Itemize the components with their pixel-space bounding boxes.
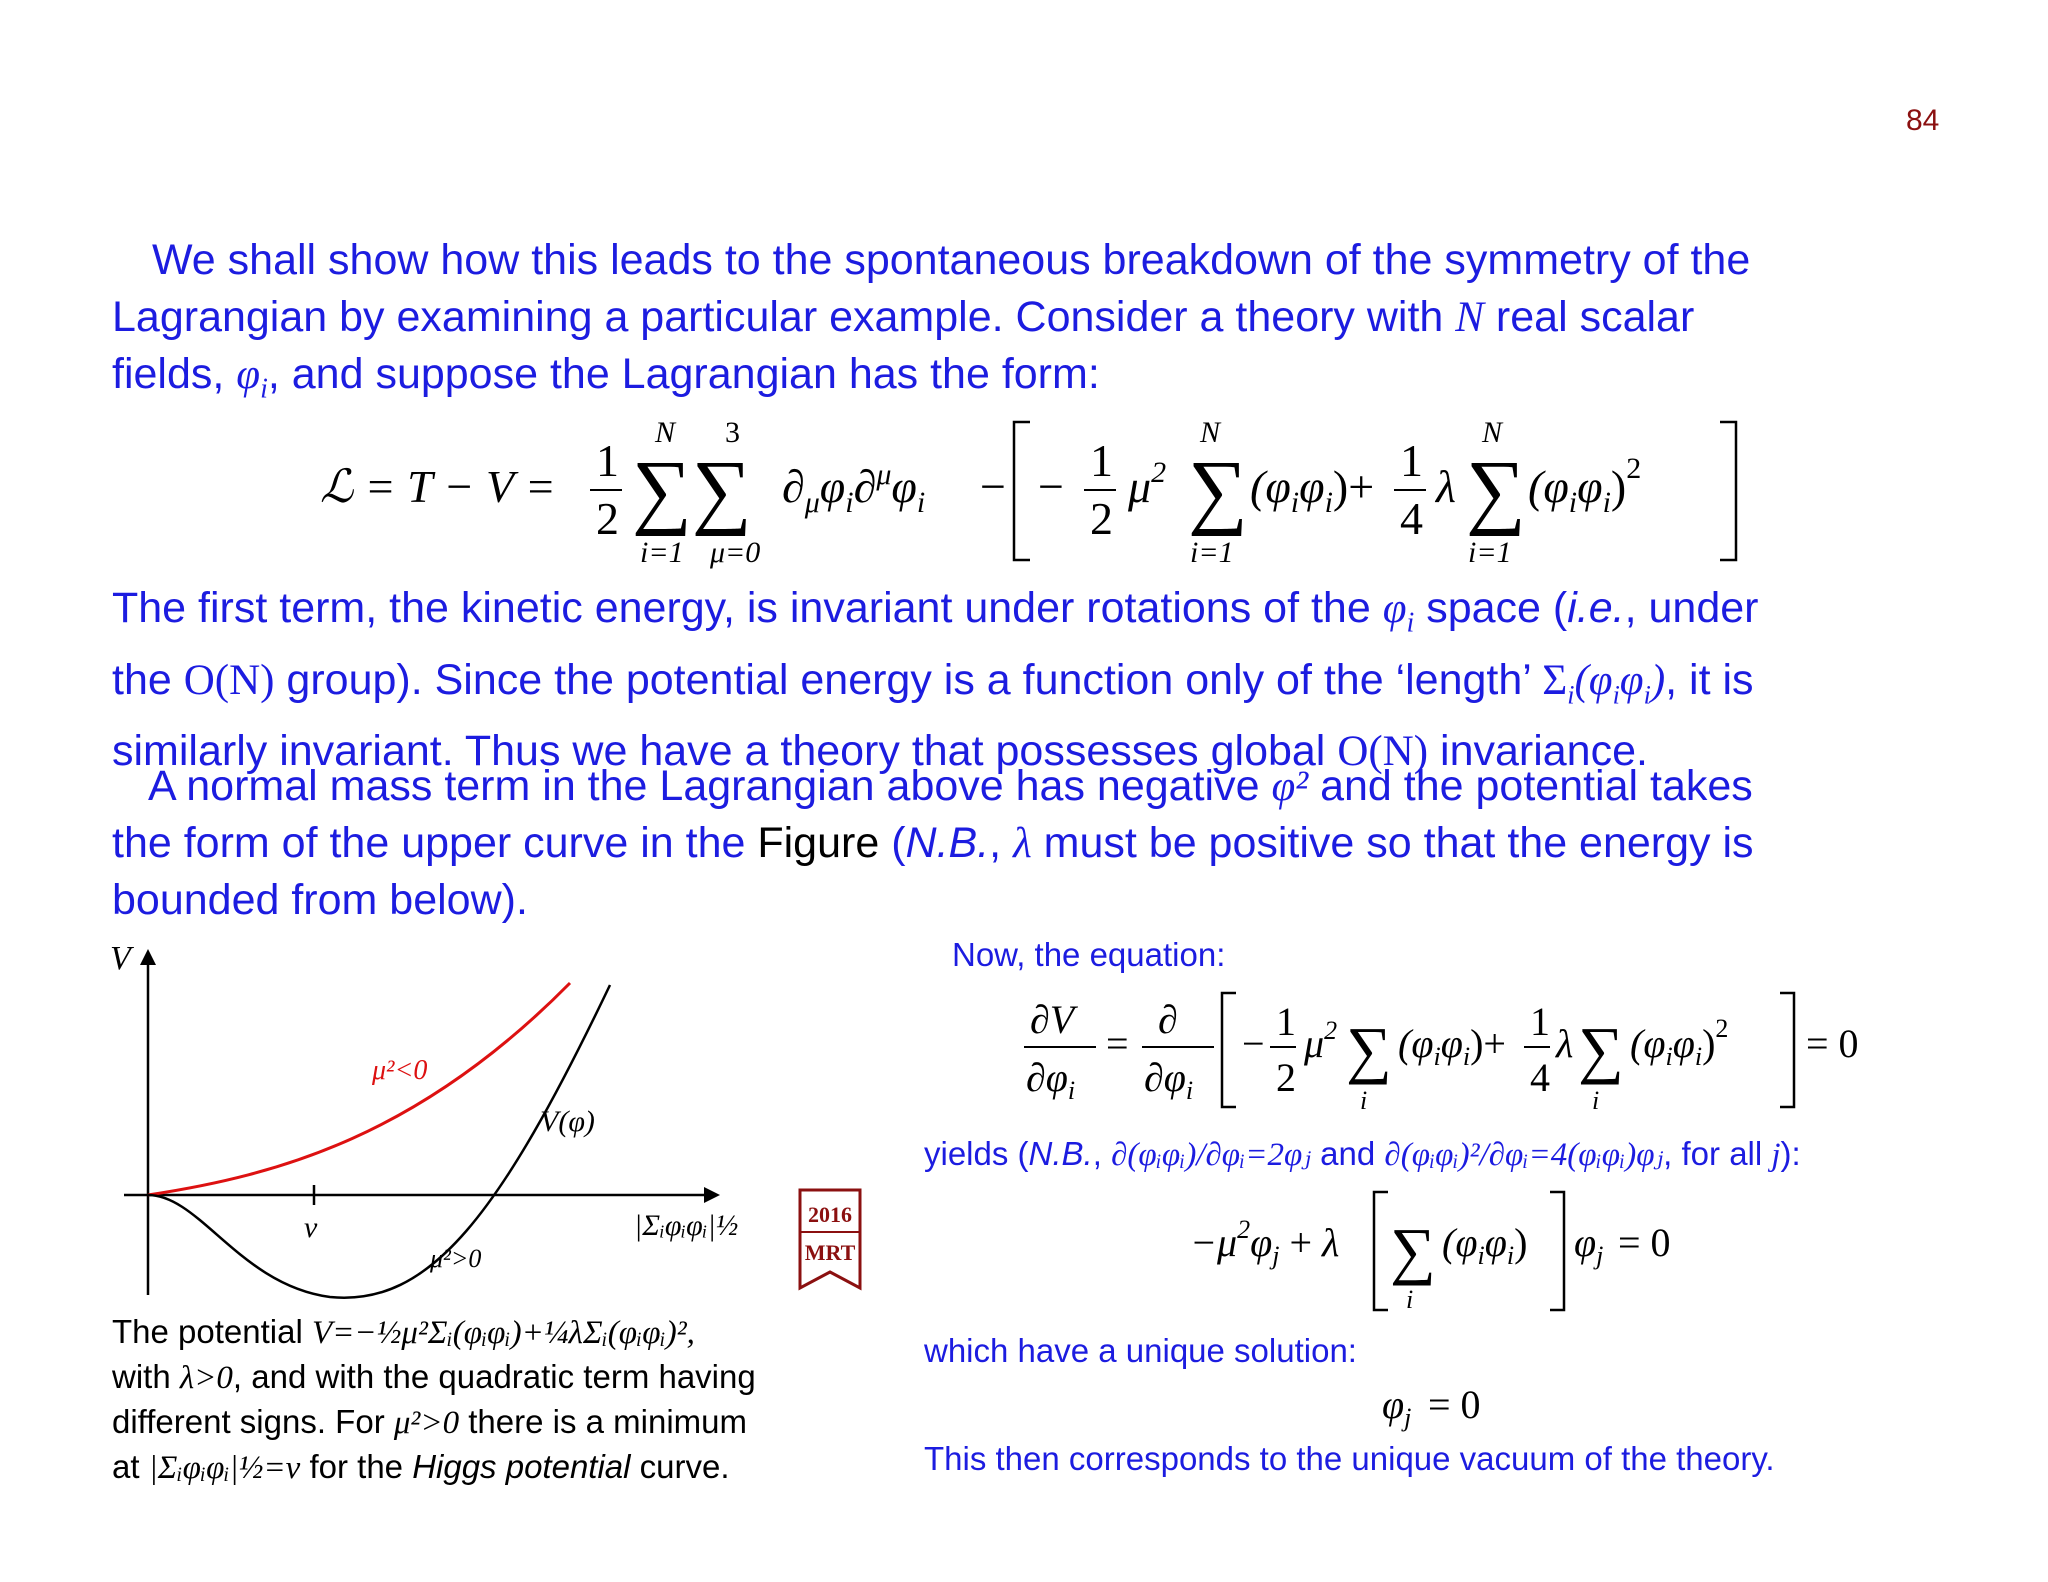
svg-text:∑: ∑	[1578, 1014, 1624, 1085]
svg-text:N: N	[1482, 416, 1503, 449]
svg-text:∑: ∑	[1466, 444, 1526, 537]
svg-text:∑: ∑	[1346, 1014, 1392, 1085]
svg-text:i: i	[1360, 1086, 1368, 1115]
v-tick-label: v	[304, 1211, 318, 1244]
solution-equation	[1378, 1380, 1518, 1440]
intro-line-2: Lagrangian by examining a particular example. Consider a theory with N real scalar	[112, 293, 1695, 341]
invariance-line-1: The first term, the kinetic energy, is invariant under rotations of the $\varphi_i$ space (i.e., under	[112, 584, 1759, 639]
svg-text:1: 1	[1530, 999, 1550, 1044]
svg-text:(φiφi)2: $(\varphi_i\varphi_i)^2$	[1630, 1014, 1729, 1071]
lagrangian-equation	[320, 410, 1760, 570]
intro-line-3: fields, $\varphi_i$, and suppose the Lagrangian has the form:	[112, 350, 1100, 405]
svg-text:∂: ∂	[1158, 997, 1178, 1042]
potential-figure	[100, 935, 780, 1310]
svg-text:= 0: = 0	[1806, 1021, 1859, 1066]
svg-text:1: 1	[1276, 999, 1296, 1044]
svg-text:−μ2φj + λ: $-\mu^2\varphi_j + \lambda$	[1190, 1215, 1340, 1270]
svg-text:i=1: i=1	[1190, 536, 1234, 569]
svg-text:∂μφi∂μφi: $\partial_\mu\varphi_i\partial^\mu\varphi_i$	[782, 458, 926, 519]
svg-text:∂V: ∂V	[1030, 997, 1075, 1042]
svg-text:2: 2	[1090, 493, 1113, 544]
unique-solution-text: which have a unique solution:	[924, 1332, 1357, 1369]
svg-text:i=1: i=1	[1468, 536, 1512, 569]
svg-text:λ: λ	[1436, 461, 1456, 512]
svg-text:i: i	[1592, 1086, 1600, 1115]
svg-text:−: −	[1242, 1021, 1265, 1066]
svg-text:∂φi: $\partial\varphi_i$	[1026, 1055, 1076, 1105]
vacuum-text: This then corresponds to the unique vacuum of the theory.	[924, 1440, 1775, 1477]
svg-text:(φiφi)+: $(\varphi_i\varphi_i)+$	[1398, 1021, 1506, 1071]
lagrangian-lhs: ℒ = T − V =	[320, 461, 556, 512]
svg-text:= 0: = 0	[1618, 1220, 1671, 1265]
mrt-badge	[798, 1188, 862, 1296]
v-phi-label: V(φ)	[540, 1105, 595, 1138]
badge-year: 2016	[808, 1202, 852, 1227]
mu-positive-label: μ²>0	[430, 1244, 482, 1273]
intro-line-1: We shall show how this leads to the spontaneous breakdown of the symmetry of the	[152, 236, 1751, 284]
svg-text:(φiφi)2: $(\varphi_i\varphi_i)^2$	[1528, 452, 1642, 519]
svg-text:4: 4	[1530, 1055, 1550, 1100]
stationary-equation	[1180, 1186, 1700, 1316]
svg-text:(φiφi): $(\varphi_i\varphi_i)$	[1442, 1220, 1528, 1270]
svg-text:4: 4	[1400, 493, 1423, 544]
svg-text:φj: $\varphi_j$	[1574, 1220, 1604, 1270]
sum-top-3: 3	[725, 416, 740, 449]
mass-line-3: bounded from below).	[112, 876, 528, 924]
svg-text:∂φi: $\partial\varphi_i$	[1144, 1055, 1194, 1105]
invariance-line-2: the O(N) group). Since the potential energy is a function only of the ‘length’ $\Sigma_i(\varphi_i\varphi_i)$, it is	[112, 655, 1754, 710]
svg-text:∑∑: ∑∑	[632, 444, 752, 537]
invariance-line-3: similarly invariant. Thus we have a theory that possesses global O(N) invariance.	[112, 727, 1648, 776]
svg-text:−: −	[1038, 461, 1064, 512]
svg-text:φj: $\varphi_j$	[1382, 1382, 1412, 1432]
badge-initials: MRT	[804, 1240, 856, 1265]
svg-text:1: 1	[1400, 435, 1423, 486]
x-axis-label: |Σᵢφᵢφᵢ|½	[634, 1209, 739, 1242]
axis-v-label: V	[110, 940, 131, 977]
upper-potential-curve	[148, 983, 570, 1195]
invariance-paragraph	[112, 580, 1912, 780]
intro-paragraph	[112, 232, 1912, 418]
svg-text:λ: λ	[1556, 1021, 1574, 1066]
page-number: 84	[1906, 104, 1940, 137]
half-num: 1	[596, 435, 619, 486]
svg-text:= 0: = 0	[1428, 1382, 1481, 1427]
mu-negative-label: μ²<0	[372, 1055, 428, 1086]
now-equation-text: Now, the equation:	[952, 936, 1226, 973]
svg-text:μ2: $\mu^2$	[1304, 1016, 1338, 1066]
derivative-equation	[1020, 985, 1870, 1115]
svg-text:(φiφi)+: $(\varphi_i\varphi_i)+$	[1250, 461, 1375, 519]
half-den: 2	[596, 493, 619, 544]
figure-caption: The potential V=−½μ²Σᵢ(φᵢφᵢ)+¼λΣᵢ(φᵢφᵢ)², with λ>0, and with the quadratic term having different signs. For μ²>0 there is a minimum at |Σᵢφᵢφᵢ|½=v for the Higgs potential curve.	[112, 1313, 756, 1486]
svg-text:1: 1	[1090, 435, 1113, 486]
sum-top-N: N	[655, 416, 676, 449]
mass-term-paragraph	[112, 758, 1912, 929]
sum-bot-mu: μ=0	[710, 536, 761, 569]
higgs-potential-curve	[148, 985, 610, 1298]
svg-text:∑: ∑	[1188, 444, 1248, 537]
sum-bot-i: i=1	[640, 536, 684, 569]
mass-line-1: A normal mass term in the Lagrangian above has negative φ² and the potential takes	[148, 762, 1753, 810]
svg-text:=: =	[1106, 1021, 1129, 1066]
svg-text:μ2: $\mu^2$	[1128, 456, 1167, 512]
svg-text:i: i	[1406, 1285, 1414, 1314]
svg-text:∑: ∑	[1390, 1215, 1436, 1286]
yields-text: yields (N.B., ∂(φᵢφᵢ)/∂φᵢ=2φⱼ and ∂(φᵢφᵢ)²/∂φᵢ=4(φᵢφᵢ)φⱼ, for all j):	[924, 1135, 1801, 1173]
svg-text:N: N	[1200, 416, 1221, 449]
mass-line-2: the form of the upper curve in the Figure (N.B., λ must be positive so that the energy is	[112, 819, 1754, 867]
lagrangian-minus: −	[980, 461, 1006, 512]
svg-text:2: 2	[1276, 1055, 1296, 1100]
